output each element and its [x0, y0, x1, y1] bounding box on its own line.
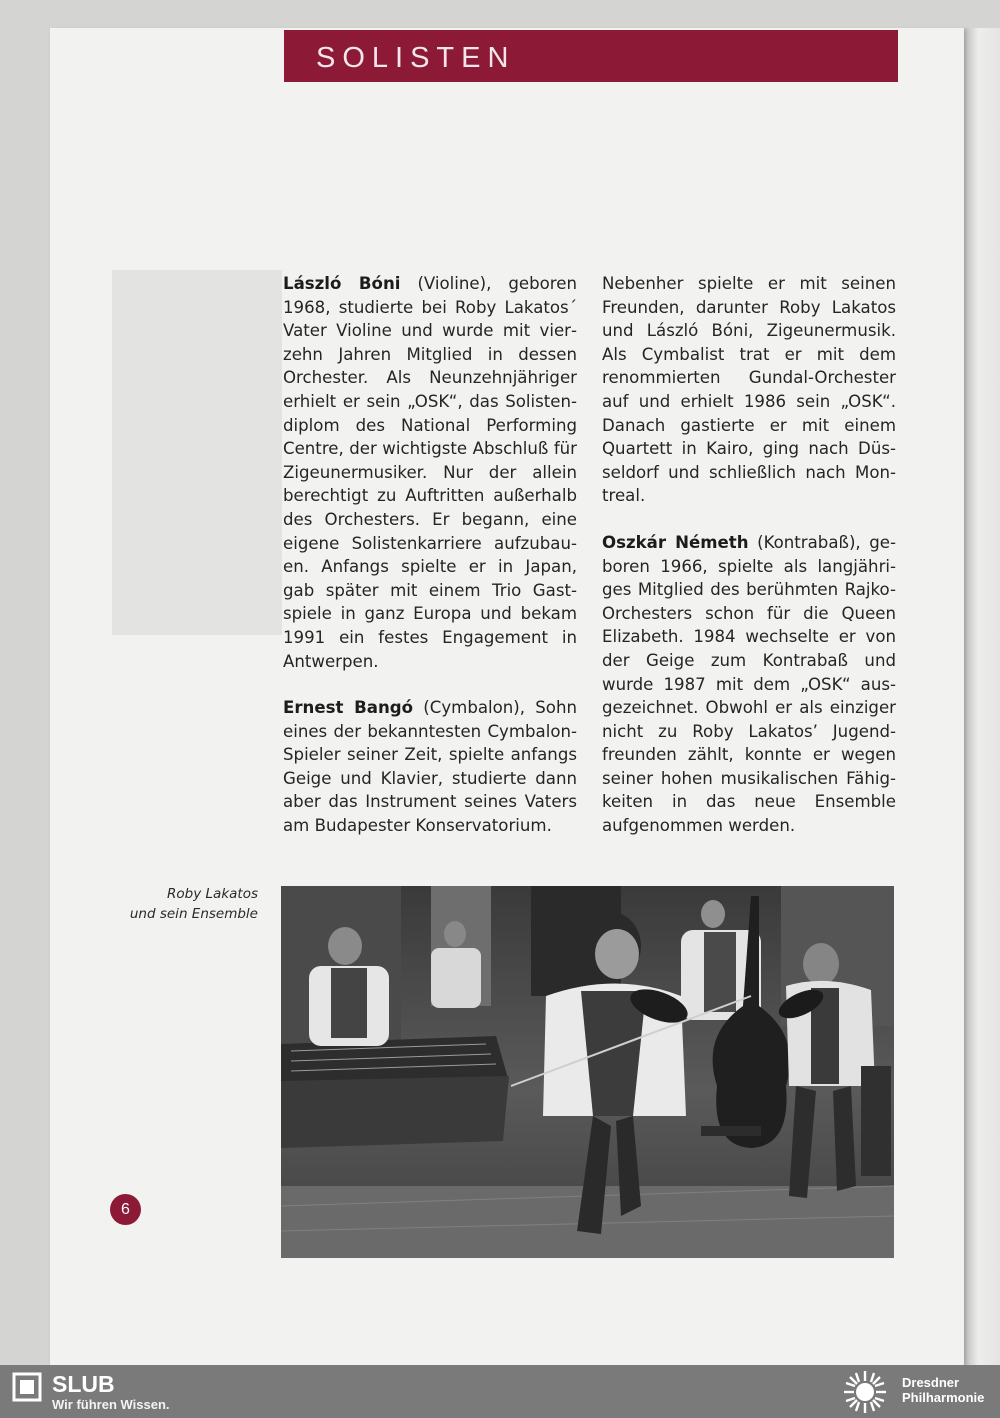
- name-oszkar-nemeth: Oszkár Németh: [602, 532, 749, 552]
- bio-laszlo-boni: (Violine), geboren 1968, studierte bei Roby Lakatos´ Vater Violine und wurde mit vierzehn Jahren Mitglied in dessen Orchester. Als Neunzehnjähriger erhielt er sein „OSK“, das Solistendiplom des National Performing Centre, der wichtigste Abschluß für Zigeunermusiker. Nur der allein berechtigt zu Auftritten außerhalb des Orchesters. Er begann, eine eigene Solistenkarriere aufzubauen. Anfangs spielte er in Japan, gab später mit einem Trio Gastspiele in ganz Europa und bekam 1991 ein festes Engagement in Antwerpen.: [283, 274, 577, 671]
- paragraph-ernest-bango: [283, 696, 577, 838]
- text-column-right: [602, 272, 896, 861]
- slub-logo-icon[interactable]: [12, 1372, 42, 1402]
- photo-caption: [100, 884, 258, 924]
- viewer-footer: [0, 1365, 1000, 1418]
- caption-line-2: und sein Ensemble: [129, 906, 258, 922]
- slub-tagline: Wir führen Wissen.: [52, 1397, 170, 1412]
- bio-oszkar-nemeth: (Kontrabaß), geboren 1966, spielte als langjähriges Mitglied des berühmten Rajko-Orchesters schon für die Queen Elizabeth. 1984 wechselte er von der Geige zum Kontrabaß und wurde 1987 mit dem „OSK“ ausgezeichnet. Obwohl er als einziger nicht zu Roby Lakatos’ Jugendfreunden zählt, konnte er wegen seiner hohen musikalischen Fähigkeiten in das neue Ensemble aufgenommen werden.: [602, 532, 896, 836]
- slub-name[interactable]: SLUB: [52, 1371, 115, 1397]
- bio-bango-continued: Nebenher spielte er mit seinen Freunden, darunter Roby Lakatos und László Bóni, Zigeunermusik. Als Cymbalist trat er mit dem renommierten Gundal-Orchester auf und erhielt 1986 sein „OSK“. Danach gastierte er mit einem Quartett in Kairo, ging nach Düsseldorf und schließlich nach Montreal.: [602, 274, 896, 506]
- name-laszlo-boni: László Bóni: [283, 274, 401, 293]
- paragraph-laszlo-boni: [283, 272, 577, 673]
- caption-line-1: Roby Lakatos: [167, 886, 258, 902]
- section-title: SOLISTEN: [316, 42, 516, 74]
- paragraph-bango-continued: [602, 272, 896, 508]
- partner-line-1: Dresdner: [902, 1375, 960, 1390]
- page-number-badge: 6: [110, 1194, 141, 1225]
- name-ernest-bango: Ernest Bangó: [283, 698, 414, 718]
- section-header: [284, 30, 898, 82]
- partner-line-2: Philharmonie: [902, 1390, 985, 1405]
- paragraph-oszkar-nemeth: [602, 531, 896, 838]
- adjacent-page-edge: [964, 28, 1000, 1365]
- bio-ernest-bango: (Cymbalon), Sohn eines der bekanntesten Cymbalon-Spieler seiner Zeit, spielte anfangs Geige und Klavier, studierte dann aber das Instrument seines Vaters am Budapester Konservatorium.: [283, 698, 577, 836]
- ensemble-photo: [281, 886, 894, 1258]
- philharmonie-sunburst-icon[interactable]: [842, 1369, 888, 1415]
- ensemble-photo-illustration: [281, 886, 894, 1258]
- text-column-left: [283, 272, 577, 861]
- philharmonie-name[interactable]: [902, 1375, 984, 1405]
- bleed-through-shadow: [112, 270, 282, 635]
